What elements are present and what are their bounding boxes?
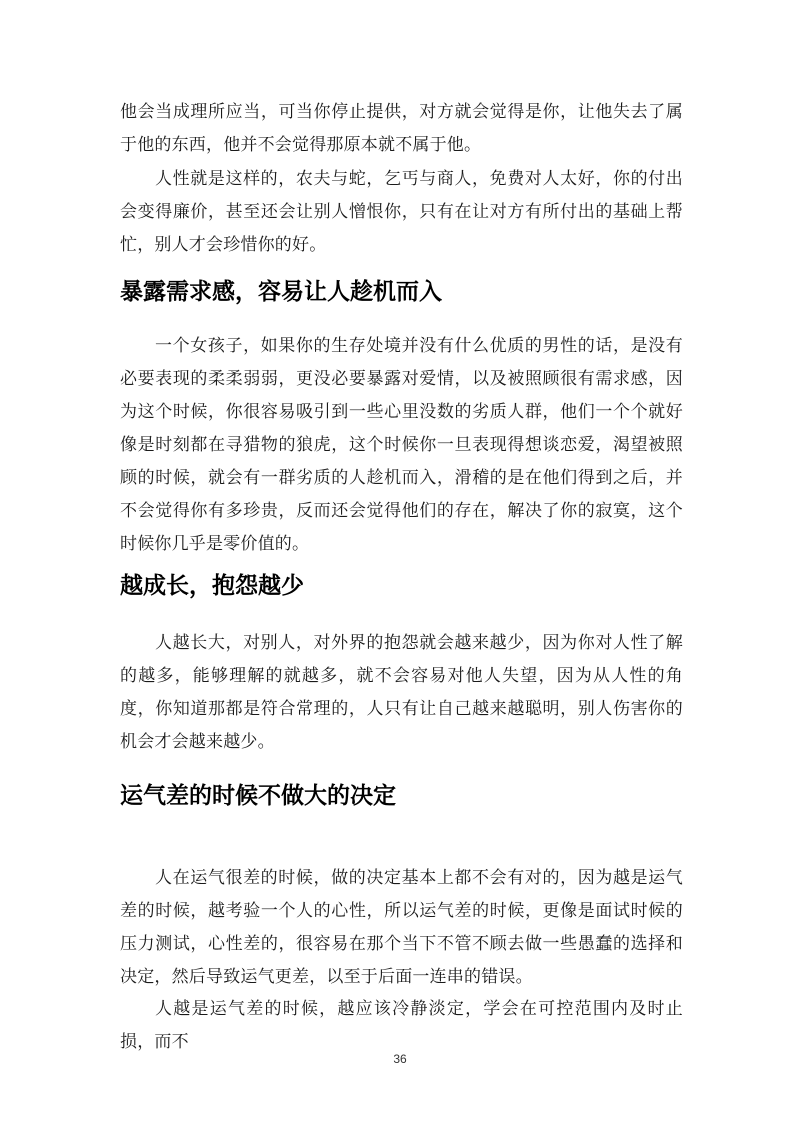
paragraph-continued: 他会当成理所应当，可当你停止提供，对方就会觉得是你，让他失去了属于他的东西，他并不会觉得那原本就不属于他。: [120, 102, 683, 155]
paragraph-exposing-needs: 一个女孩子，如果你的生存处境并没有什么优质的男性的话，是没有必要表现的柔柔弱弱，更没必要暴露对爱情，以及被照顾很有需求感，因为这个时候，你很容易吸引到一些心里没数的劣质人群，他们一个个就好像是时刻都在寻猎物的狼虎，这个时候你一旦表现得想谈恋爱，渴望被照顾的时候，就会有一群劣质的人趁机而入，滑稽的是在他们得到之后，并不会觉得你有多珍贵，反而还会觉得他们的存在，解决了你的寂寞，这个时候你几乎是零价值的。: [120, 336, 683, 554]
section-heading-bad-luck: 运气差的时候不做大的决定: [120, 783, 396, 809]
paragraph-bad-luck-advice: 人越是运气差的时候，越应该冷静淡定，学会在可控范围内及时止损，而不: [120, 999, 683, 1052]
section-heading-exposing-needs: 暴露需求感，容易让人趁机而入: [120, 279, 442, 305]
section-heading-growing-up: 越成长，抱怨越少: [120, 573, 304, 599]
paragraph-bad-luck: 人在运气很差的时候，做的决定基本上都不会有对的，因为越是运气差的时候，越考验一个人的心性，所以运气差的时候，更像是面试时候的压力测试，心性差的，很容易在那个当下不管不顾去做一些愚蠢的选择和决定，然后导致运气更差，以至于后面一连串的错误。: [120, 868, 683, 987]
paragraph-growing-up: 人越长大，对别人，对外界的抱怨就会越来越少，因为你对人性了解的越多，能够理解的就越多，就不会容易对他人失望，因为从人性的角度，你知道那都是符合常理的，人只有让自己越来越聪明，别人伤害你的机会才会越来越少。: [120, 633, 683, 752]
paragraph-human-nature: 人性就是这样的，农夫与蛇，乞丐与商人，免费对人太好，你的付出会变得廉价，甚至还会让别人憎恨你，只有在让对方有所付出的基础上帮忙，别人才会珍惜你的好。: [120, 169, 683, 255]
page-number: 36: [393, 1052, 407, 1066]
